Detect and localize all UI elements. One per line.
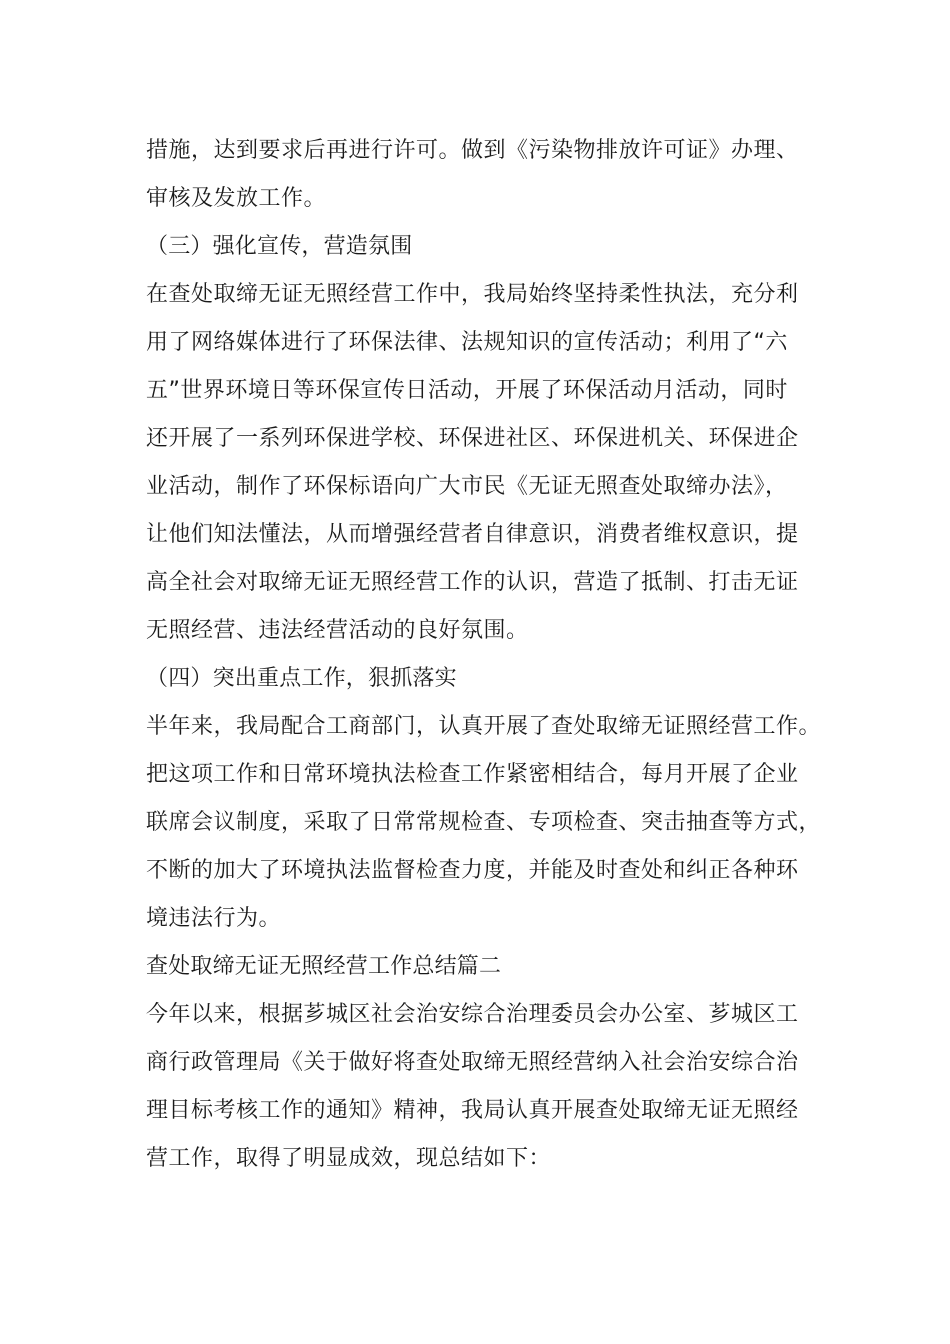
paragraph-line: 今年以来，根据芗城区社会治安综合治理委员会办公室、芗城区工 xyxy=(146,1002,799,1027)
paragraph-line: 商行政管理局《关于做好将查处取缔无照经营纳入社会治安综合治 xyxy=(146,1050,799,1075)
paragraph-line: 用了网络媒体进行了环保法律、法规知识的宣传活动；利用了“六 xyxy=(146,330,788,355)
paragraph-line: 措施，达到要求后再进行许可。做到《污染物排放许可证》办理、 xyxy=(146,138,799,163)
paragraph-line: 营工作，取得了明显成效，现总结如下： xyxy=(146,1146,552,1171)
paragraph-line: 理目标考核工作的通知》精神，我局认真开展查处取缔无证无照经 xyxy=(146,1098,799,1123)
paragraph-line: 审核及发放工作。 xyxy=(146,186,327,211)
section-heading: （四）突出重点工作，狠抓落实 xyxy=(146,666,457,691)
paragraph-line: 业活动，制作了环保标语向广大市民《无证无照查处取缔办法》， xyxy=(146,474,788,499)
paragraph-line: 高全社会对取缔无证无照经营工作的认识，营造了抵制、打击无证 xyxy=(146,570,799,595)
paragraph-line: 让他们知法懂法，从而增强经营者自律意识，消费者维权意识，提 xyxy=(146,522,799,547)
section-heading: （三）强化宣传，营造氛围 xyxy=(146,234,413,259)
paragraph-line: 五”世界环境日等环保宣传日活动，开展了环保活动月活动，同时 xyxy=(146,378,788,403)
document-body xyxy=(146,127,826,1183)
paragraph-line: 不断的加大了环境执法监督检查力度，并能及时查处和纠正各种环 xyxy=(146,858,799,883)
article-title: 查处取缔无证无照经营工作总结篇二 xyxy=(146,954,502,979)
paragraph-line: 半年来，我局配合工商部门，认真开展了查处取缔无证照经营工作。 xyxy=(146,714,822,739)
paragraph-line: 无照经营、违法经营活动的良好氛围。 xyxy=(146,618,529,643)
paragraph-line: 把这项工作和日常环境执法检查工作紧密相结合，每月开展了企业 xyxy=(146,762,799,787)
paragraph-line: 联席会议制度，采取了日常常规检查、专项检查、突击抽查等方式， xyxy=(146,810,822,835)
paragraph-line: 还开展了一系列环保进学校、环保进社区、环保进机关、环保进企 xyxy=(146,426,799,451)
paragraph-line: 境违法行为。 xyxy=(146,906,282,931)
paragraph-line: 在查处取缔无证无照经营工作中，我局始终坚持柔性执法，充分利 xyxy=(146,282,799,307)
